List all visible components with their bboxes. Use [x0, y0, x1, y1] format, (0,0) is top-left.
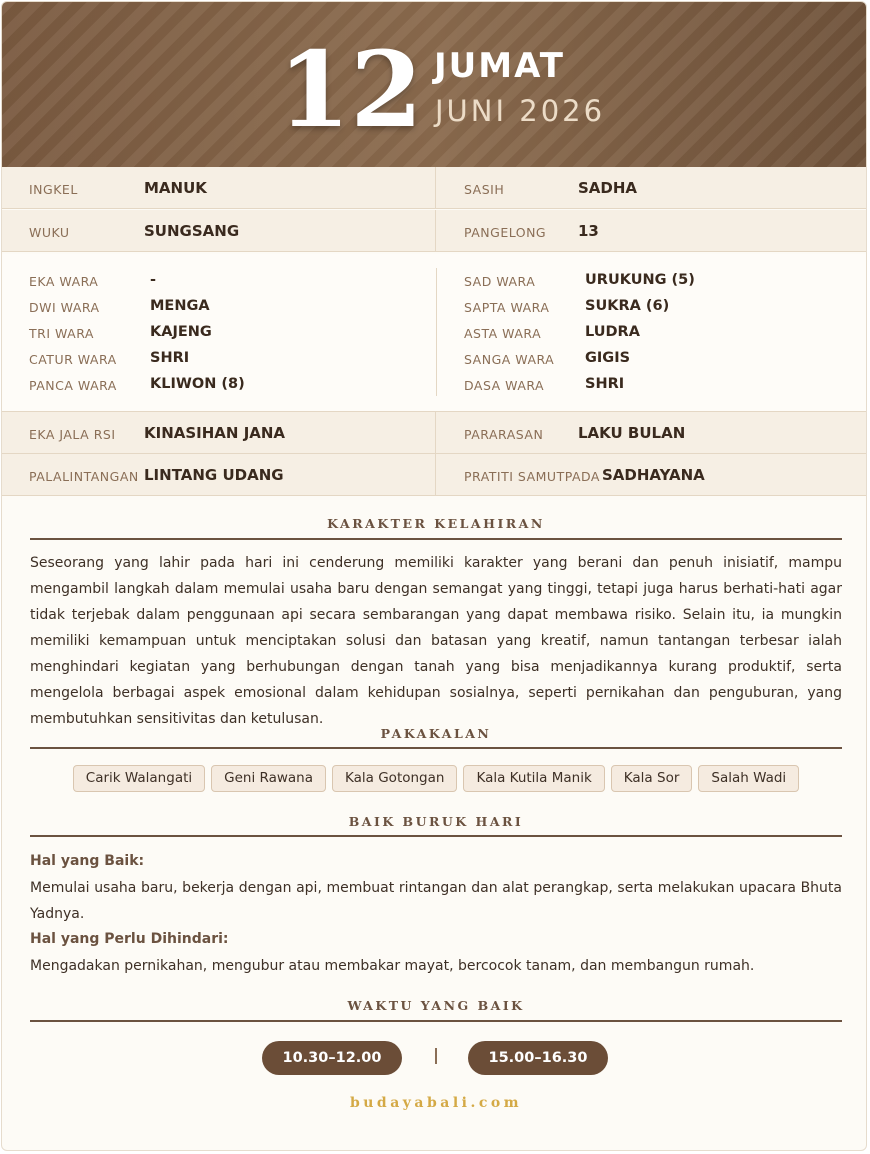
time-slot-2: 15.00–16.30	[468, 1041, 608, 1075]
wara-label: SANGA WARA	[464, 352, 555, 367]
info-label: EKA JALA RSI	[29, 427, 116, 442]
wara-label: ASTA WARA	[464, 326, 542, 341]
wara-value: URUKUNG (5)	[585, 272, 695, 288]
wara-value: SHRI	[150, 350, 190, 366]
column-divider	[436, 268, 437, 396]
wara-label: SAPTA WARA	[464, 300, 550, 315]
wara-grid	[2, 254, 867, 412]
section-title-karakter: KARAKTER KELAHIRAN	[327, 516, 545, 531]
wara-label: TRI WARA	[29, 326, 94, 341]
pakakalan-tag: Geni Rawana	[211, 765, 326, 792]
section-rule	[30, 747, 842, 749]
pakakalan-tags	[30, 765, 842, 792]
wara-label: DWI WARA	[29, 300, 100, 315]
good-text: Memulai usaha baru, bekerja dengan api, membuat rintangan dan alat perangkap, serta melakukan upacara Bhuta Yadnya.	[30, 880, 842, 922]
month-year: JUNI 2026	[435, 94, 606, 128]
info-value: LAKU BULAN	[578, 424, 686, 442]
section-title-pakakalan: PAKAKALAN	[380, 726, 492, 741]
info-row-palalintangan-pratiti	[2, 454, 867, 496]
info-cell-sasih	[436, 167, 867, 209]
wara-value: GIGIS	[585, 350, 631, 366]
info-cell-ingkel	[2, 167, 436, 209]
section-rule	[30, 835, 842, 837]
info-cell-palalintangan	[2, 454, 436, 496]
info-label: PANGELONG	[464, 225, 547, 240]
info-label: WUKU	[29, 225, 70, 240]
date-header	[2, 2, 867, 167]
info-value: LINTANG UDANG	[144, 466, 284, 484]
info-cell-pratiti-samutpada	[436, 454, 867, 496]
section-title-waktu: WAKTU YANG BAIK	[347, 998, 525, 1013]
info-label: PARARASAN	[464, 427, 544, 442]
info-value: KINASIHAN JANA	[144, 424, 286, 442]
wara-value: KAJENG	[150, 324, 212, 340]
good-heading: Hal yang Baik:	[30, 853, 145, 869]
wara-value: SUKRA (6)	[585, 298, 670, 314]
info-cell-eka-jala-rsi	[2, 412, 436, 454]
info-value: SADHA	[578, 179, 638, 197]
info-cell-wuku	[2, 210, 436, 252]
info-row-jala-rsi-pararasan	[2, 412, 867, 454]
section-title-baik-buruk: BAIK BURUK HARI	[348, 814, 524, 829]
footer-brand: budayabali.com	[349, 1095, 523, 1111]
info-cell-pararasan	[436, 412, 867, 454]
wara-label: SAD WARA	[464, 274, 536, 289]
wara-label: DASA WARA	[464, 378, 545, 393]
pakakalan-tag: Carik Walangati	[73, 765, 205, 792]
wara-value: SHRI	[585, 376, 625, 392]
wara-value: KLIWON (8)	[150, 376, 245, 392]
pakakalan-tag: Kala Gotongan	[332, 765, 457, 792]
info-label: INGKEL	[29, 182, 78, 197]
info-value: 13	[578, 222, 599, 240]
weekday: JUMAT	[434, 46, 565, 86]
section-rule	[30, 538, 842, 540]
info-row-ingkel-sasih	[2, 167, 867, 209]
wara-value: LUDRA	[585, 324, 640, 340]
wara-value: MENGA	[150, 298, 210, 314]
time-separator	[435, 1048, 437, 1064]
info-row-wuku-pangelong	[2, 210, 867, 252]
wara-label: CATUR WARA	[29, 352, 117, 367]
time-slot-1: 10.30–12.00	[262, 1041, 402, 1075]
pakakalan-tag: Kala Kutila Manik	[463, 765, 604, 792]
info-label: PRATITI SAMUTPADA	[464, 469, 600, 484]
day-number: 12	[278, 28, 423, 151]
avoid-text: Mengadakan pernikahan, mengubur atau membakar mayat, bercocok tanam, dan membangun rumah.	[30, 958, 755, 974]
calendar-card	[1, 1, 867, 1151]
section-rule	[30, 1020, 842, 1022]
info-value: SUNGSANG	[144, 222, 240, 240]
karakter-text: Seseorang yang lahir pada hari ini cenderung memiliki karakter yang berani dan penuh inisiatif, mampu mengambil langkah dalam memulai usaha baru dengan semangat yang tinggi, tetapi juga harus berhati-hati agar tidak terjebak dalam penggunaan api secara sembarangan yang dapat membawa risiko. Selain itu, ia mungkin memiliki kemampuan untuk menciptakan solusi dan batasan yang kreatif, namun tantangan terbesar ialah menghindari kegiatan yang berhubungan dengan tanah yang bisa menjadikannya kurang produktif, serta mengelola berbagai aspek emosional dalam kehidupan sosialnya, seperti pernikahan dan penguburan, yang membutuhkan sensitivitas dan ketulusan.	[30, 555, 842, 727]
wara-value: -	[150, 272, 157, 288]
pakakalan-tag: Salah Wadi	[698, 765, 799, 792]
info-cell-pangelong	[436, 210, 867, 252]
info-label: PALALINTANGAN	[29, 469, 139, 484]
pakakalan-tag: Kala Sor	[611, 765, 693, 792]
info-label: SASIH	[464, 182, 505, 197]
info-value: SADHAYANA	[602, 466, 705, 484]
avoid-heading: Hal yang Perlu Dihindari:	[30, 931, 229, 947]
wara-label: EKA WARA	[29, 274, 99, 289]
wara-label: PANCA WARA	[29, 378, 117, 393]
info-value: MANUK	[144, 179, 207, 197]
